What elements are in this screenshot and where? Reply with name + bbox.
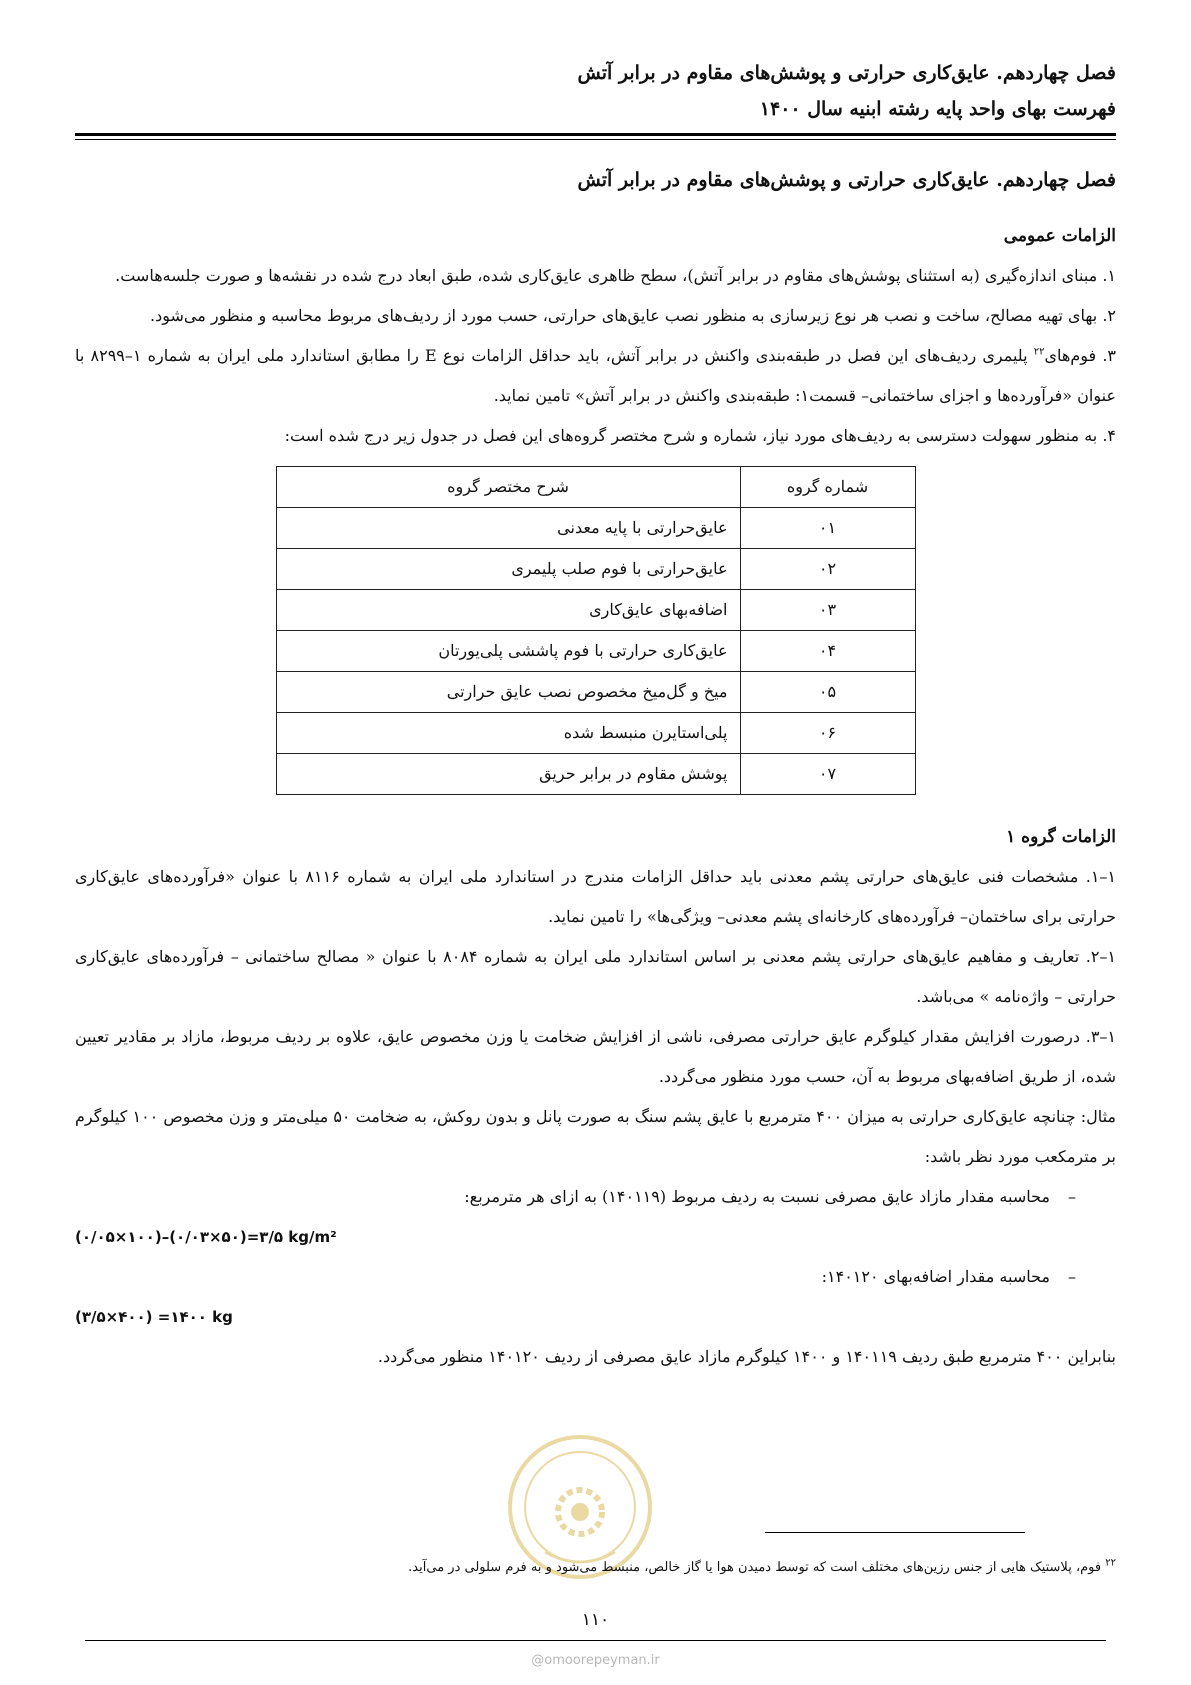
calculation-step-1 — [75, 1177, 1116, 1217]
group-table — [276, 466, 916, 795]
conclusion-paragraph: بنابراین ۴۰۰ مترمربع طبق ردیف ۱۴۰۱۱۹ و ۱۴۰۰ کیلوگرم مازاد عایق مصرفی از ردیف ۱۴۰۱۲۰ منظور می‌گردد. — [377, 1347, 1116, 1366]
table-row — [276, 754, 915, 795]
chapter-title: فصل چهاردهم. عایق‌کاری حرارتی و پوشش‌های مقاوم در برابر آتش — [577, 169, 1116, 191]
table-row — [276, 713, 915, 754]
group1-item-1: ۱–۱. مشخصات فنی عایق‌های حرارتی پشم معدنی باید حداقل الزامات مندرج در استاندارد ملی ایران به شماره ۸۱۱۶ با عنوان «فرآورده‌های عایق‌کاری حرارتی برای ساختمان– فرآورده‌های کارخانه‌ای پشم معدنی– ویژگی‌ها» را تامین نماید. — [75, 867, 1116, 926]
footnote-number: ۲۲ — [1105, 1557, 1116, 1569]
footer-rule — [85, 1640, 1106, 1641]
general-item-4: ۴. به منظور سهولت دسترسی به ردیف‌های مورد نیاز، شماره و شرح مختصر گروه‌های این فصل در جدول زیر درج شده است: — [284, 426, 1116, 445]
example-paragraph: مثال: چنانچه عایق‌کاری حرارتی به میزان ۴۰۰ مترمربع با عایق پشم سنگ به صورت پانل و بدون روکش، به ضخامت ۵۰ میلی‌متر و وزن مخصوص ۱۰۰ کیلوگرم بر مترمکعب مورد نظر باشد: — [75, 1107, 1116, 1166]
calculation-step-1-text: محاسبه مقدار مازاد عایق مصرفی نسبت به ردیف مربوط (۱۴۰۱۱۹) به ازای هر مترمربع: — [464, 1187, 1050, 1206]
formula-1: (۰/۰۵×۱۰۰)–(۰/۰۳×۵۰)=۳/۵ kg/m² — [75, 1228, 337, 1246]
watermark-url: @omoorepeyman.ir — [531, 1653, 660, 1668]
table-row — [276, 672, 915, 713]
footnote-ref: ۲۲ — [1033, 346, 1045, 358]
group-number-cell: ۰۲ — [740, 549, 915, 590]
calculation-step-2-text: محاسبه مقدار اضافه‌بهای ۱۴۰۱۲۰: — [821, 1267, 1050, 1286]
group-number-cell: ۰۴ — [740, 631, 915, 672]
table-row — [276, 631, 915, 672]
group-description-cell: عایق‌کاری حرارتی با فوم پاششی پلی‌یورتان — [276, 631, 740, 672]
table-header-row — [276, 467, 915, 508]
group-description-cell: اضافه‌بهای عایق‌کاری — [276, 590, 740, 631]
running-header-subtitle: فهرست بهای واحد پایه رشته ابنیه سال ۱۴۰۰ — [759, 98, 1116, 120]
page-content — [75, 160, 1116, 1377]
group1-item-2: ۱–۲. تعاریف و مفاهیم عایق‌های حرارتی پشم معدنی بر اساس استاندارد ملی ایران به شماره ۸۰۸۴ با عنوان « مصالح ساختمانی – فرآورده‌های عایق‌کاری حرارتی – واژه‌نامه » می‌باشد. — [75, 947, 1116, 1006]
table-row — [276, 590, 915, 631]
dash-bullet: – — [1068, 1187, 1076, 1206]
table-row — [276, 508, 915, 549]
formula-2: (۳/۵×۴۰۰) =۱۴۰۰ kg — [75, 1308, 233, 1326]
general-item-1: ۱. مبنای اندازه‌گیری (به استثنای پوشش‌های مقاوم در برابر آتش)، سطح ظاهری عایق‌کاری شده، طبق ابعاد درج شده در نقشه‌ها و صورت جلسه‌هاست. — [115, 266, 1116, 285]
general-item-3-rest: پلیمری ردیف‌های این فصل در طبقه‌بندی واکنش در برابر آتش، باید حداقل الزامات نوع E را مطابق استاندارد ملی ایران به شماره ۱–۸۲۹۹ با عنوان «فرآورده‌ها و اجزای ساختمانی– قسمت۱: طبقه‌بندی واکنش در برابر آتش» تامین نماید. — [75, 346, 1116, 405]
group-description-cell: پوشش مقاوم در برابر حریق — [276, 754, 740, 795]
table-header-group-description: شرح مختصر گروه — [276, 467, 740, 508]
general-requirements-heading: الزامات عمومی — [1003, 226, 1116, 246]
general-item-2: ۲. بهای تهیه مصالح، ساخت و نصب هر نوع زیرسازی به منظور نصب عایق‌های حرارتی، حسب مورد از ردیف‌های مربوط محاسبه و منظور می‌شود. — [150, 306, 1116, 325]
header-rule-thin — [75, 139, 1116, 140]
group-number-cell: ۰۵ — [740, 672, 915, 713]
group-description-cell: عایق‌حرارتی با فوم صلب پلیمری — [276, 549, 740, 590]
group-number-cell: ۰۶ — [740, 713, 915, 754]
table-row — [276, 549, 915, 590]
watermark-logo — [505, 1432, 655, 1607]
group-description-cell: میخ و گل‌میخ مخصوص نصب عایق حرارتی — [276, 672, 740, 713]
dash-bullet: – — [1068, 1267, 1076, 1286]
group-number-cell: ۰۳ — [740, 590, 915, 631]
group-description-cell: عایق‌حرارتی با پایه معدنی — [276, 508, 740, 549]
table-header-group-number: شماره گروه — [740, 467, 915, 508]
footnote-rule — [765, 1532, 1025, 1533]
general-item-3-start: ۳. فوم‌های — [1044, 346, 1117, 365]
running-header-title: فصل چهاردهم. عایق‌کاری حرارتی و پوشش‌های مقاوم در برابر آتش — [577, 62, 1116, 84]
footnote-text: فوم، پلاستیک هایی از جنس رزین‌های مختلف است که توسط دمیدن هوا یا گاز خالص، منبسط می‌شود و به فرم سلولی در می‌آید. — [408, 1560, 1106, 1575]
group-number-cell: ۰۷ — [740, 754, 915, 795]
group-number-cell: ۰۱ — [740, 508, 915, 549]
general-item-3 — [75, 336, 1116, 416]
footnote — [75, 1557, 1116, 1575]
group1-item-3: ۱–۳. درصورت افزایش مقدار کیلوگرم عایق حرارتی مصرفی، ناشی از افزایش ضخامت یا وزن مخصوص عایق، علاوه بر ردیف مربوط، مازاد بر مقادیر تعیین شده، از طریق اضافه‌بهای مربوط به آن، حسب مورد منظور می‌گردد. — [75, 1027, 1117, 1086]
header-rule-thick — [75, 133, 1116, 136]
calculation-step-2 — [75, 1257, 1116, 1297]
group-description-cell: پلی‌استایرن منبسط شده — [276, 713, 740, 754]
page-number: ۱۱۰ — [581, 1610, 610, 1630]
group1-requirements-heading: الزامات گروه ۱ — [1006, 827, 1116, 847]
